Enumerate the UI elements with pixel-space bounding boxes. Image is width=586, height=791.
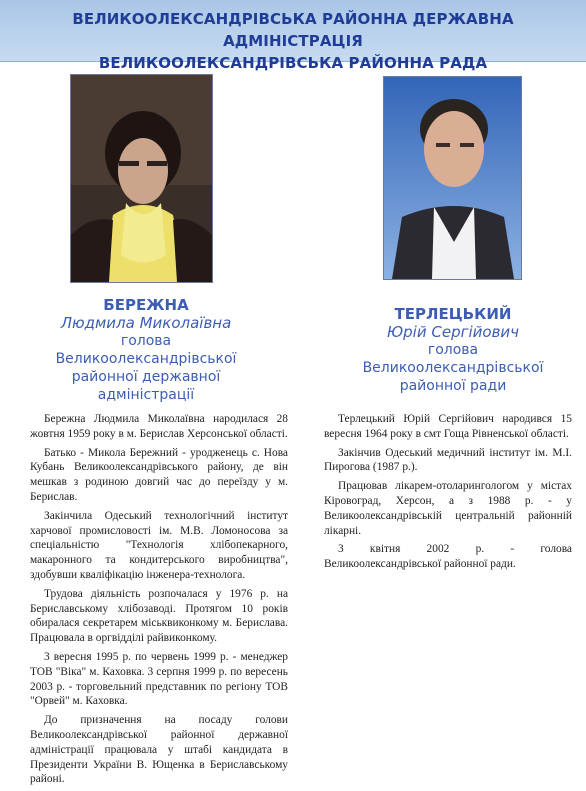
bio-paragraph: 3 вересня 1995 р. по червень 1999 р. - менеджер ТОВ "Віка" м. Каховка. 3 серпня 1999 р. по вересень 2003 р. - торговельний представник по регіону ТОВ "Орвей" м. Каховка.	[30, 650, 288, 708]
bio-paragraph: 3 квітня 2002 р. - голова Великоолександрівської районної ради.	[324, 543, 572, 571]
bio-paragraph: Закінчила Одеський технологічний інститут харчової промисловості ім. М.В. Ломоносова за спеціальністю "Технологія хлібопекарного, макаронного та кондитерського виробництва", здобувши кваліфікацію інженера-технолога.	[30, 509, 288, 581]
right-given-name: Юрій Сергійович	[386, 323, 520, 341]
portrait-berezhna	[70, 74, 213, 283]
left-given-name: Людмила Миколаївна	[60, 314, 232, 332]
left-role-line: адміністрації	[97, 387, 195, 403]
bio-paragraph: Працював лікарем-отоларингологом у містах Кіровоград, Херсон, а з 1988 р. - у Великоолександрівській центральній районній лікарні.	[324, 480, 572, 537]
left-name-block	[22, 296, 270, 404]
right-surname: ТЕРЛЕЦЬКИЙ	[394, 305, 512, 323]
page-header	[0, 0, 586, 72]
right-biography	[324, 412, 572, 576]
left-surname: БЕРЕЖНА	[103, 296, 189, 314]
left-role-line: районної державної	[71, 369, 221, 385]
bio-paragraph: Терлецький Юрій Сергійович народився 15 вересня 1964 року в смт Гоща Рівненської області.	[324, 413, 572, 440]
right-name-block	[338, 305, 568, 395]
left-role-line: голова	[120, 333, 172, 349]
bio-paragraph: Батько - Микола Бережний - уродженець с. Нова Кубань Великоолександрівського району, де він мешкав з родиною довгий час до переїзду у м. Берислав.	[30, 446, 288, 503]
right-role-line: голова	[427, 342, 479, 358]
bio-paragraph: Трудова діяльність розпочалася у 1976 р. на Бериславському хлібозаводі. Протягом 10 років обиралася секретарем міськвиконкому м. Берислава. Працювала в оргвідділі райвиконкому.	[30, 587, 288, 645]
left-biography	[30, 412, 288, 791]
header-title-line-2: ВЕЛИКООЛЕКСАНДРІВСЬКА РАЙОННА РАДА	[98, 54, 488, 72]
right-role-line: районної ради	[399, 378, 507, 394]
bio-paragraph: Бережна Людмила Миколаївна народилася 28 жовтня 1959 року в м. Берислав Херсонської області.	[30, 413, 288, 440]
left-role-line: Великоолександрівської	[55, 351, 237, 367]
bio-paragraph: До призначення на посаду голови Великоолександрівської районної державної адміністрації працювала у штабі кандидата в Президенти України В. Ющенка в Бериславському районі.	[30, 714, 288, 786]
right-role-line: Великоолександрівської	[362, 360, 544, 376]
header-title-line-1: ВЕЛИКООЛЕКСАНДРІВСЬКА РАЙОННА ДЕРЖАВНА АДМІНІСТРАЦІЯ	[72, 10, 514, 50]
portrait-terletskyi	[383, 76, 522, 280]
bio-paragraph: Закінчив Одеський медичний інститут ім. М.І. Пирогова (1987 р.).	[324, 446, 572, 474]
